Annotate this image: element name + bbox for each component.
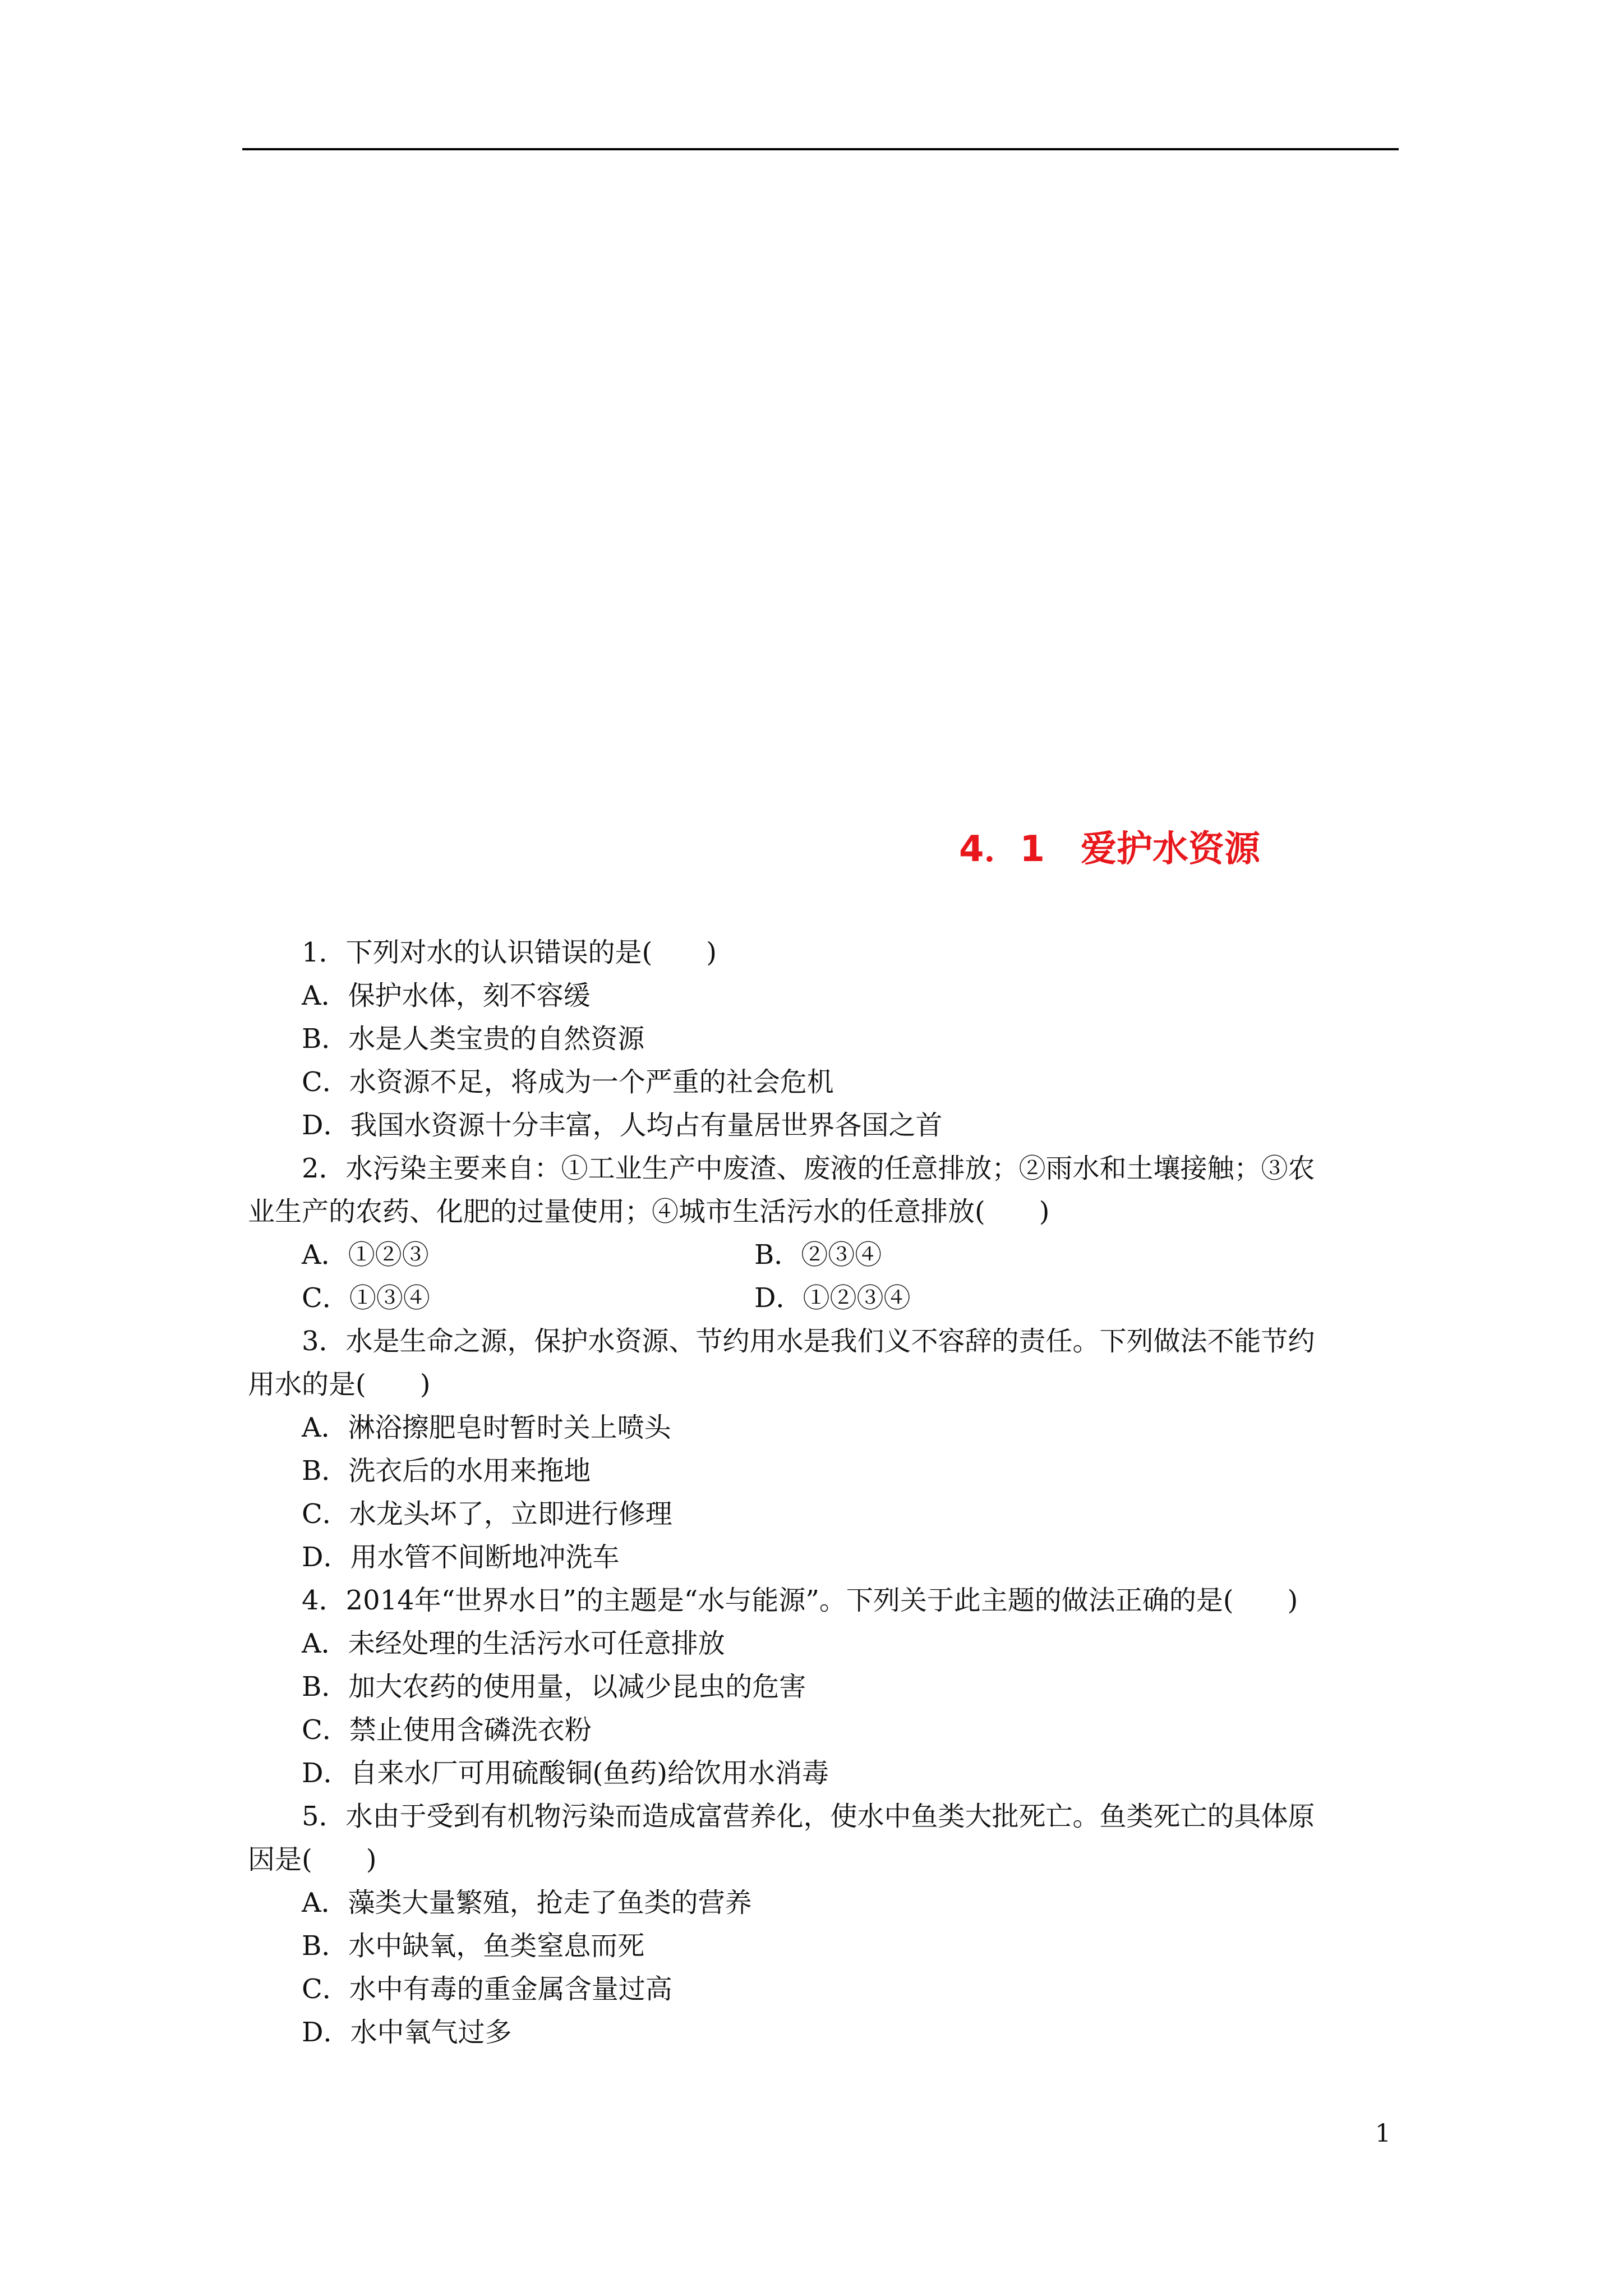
question-2-stem: 2．水污染主要来自：①工业生产中废渣、废液的任意排放；②雨水和土壤接触；③农 bbox=[302, 1153, 1315, 1184]
question-list bbox=[248, 931, 1398, 2054]
question-3-stem: 3．水是生命之源，保护水资源、节约用水是我们义不容辞的责任。下列做法不能节约 bbox=[302, 1326, 1315, 1357]
question-2-option-b: B．②③④ bbox=[754, 1239, 882, 1271]
question-3-option-c: C．水龙头坏了，立即进行修理 bbox=[302, 1498, 672, 1530]
question-2-options-row-1 bbox=[248, 1234, 1398, 1277]
question-5-option-b: B．水中缺氧，鱼类窒息而死 bbox=[302, 1930, 645, 1962]
question-2-option-d: D．①②③④ bbox=[754, 1282, 911, 1314]
question-1-stem: 1．下列对水的认识错误的是( ) bbox=[302, 937, 717, 968]
question-5-option-d: D．水中氧气过多 bbox=[302, 2017, 512, 2048]
question-1-option-b: B．水是人类宝贵的自然资源 bbox=[302, 1023, 645, 1055]
question-3-option-b: B．洗衣后的水用来拖地 bbox=[302, 1455, 591, 1487]
question-3-stem-continued: 用水的是( ) bbox=[248, 1369, 431, 1400]
section-title: 4．1 爱护水资源 bbox=[959, 829, 1261, 870]
question-5-stem: 5．水由于受到有机物污染而造成富营养化，使水中鱼类大批死亡。鱼类死亡的具体原 bbox=[302, 1801, 1315, 1832]
question-4-option-a: A．未经处理的生活污水可任意排放 bbox=[302, 1628, 725, 1659]
question-2-option-a: A．①②③ bbox=[302, 1239, 429, 1271]
question-4-option-b: B．加大农药的使用量，以减少昆虫的危害 bbox=[302, 1671, 806, 1703]
question-3-option-a: A．淋浴擦肥皂时暂时关上喷头 bbox=[302, 1412, 671, 1443]
question-5-option-a: A．藻类大量繁殖，抢走了鱼类的营养 bbox=[302, 1887, 752, 1918]
question-2-stem-continued: 业生产的农药、化肥的过量使用；④城市生活污水的任意排放( ) bbox=[248, 1196, 1050, 1227]
header-rule bbox=[242, 148, 1399, 150]
question-2-option-c: C．①③④ bbox=[302, 1282, 430, 1314]
question-3-option-d: D．用水管不间断地冲洗车 bbox=[302, 1542, 620, 1573]
question-1-option-d: D．我国水资源十分丰富，人均占有量居世界各国之首 bbox=[302, 1110, 943, 1141]
question-4-option-c: C．禁止使用含磷洗衣粉 bbox=[302, 1714, 592, 1746]
question-2-options-row-2 bbox=[248, 1277, 1398, 1320]
question-5-option-c: C．水中有毒的重金属含量过高 bbox=[302, 1973, 672, 2005]
question-4-option-d: D．自来水厂可用硫酸铜(鱼药)给饮用水消毒 bbox=[302, 1757, 829, 1789]
question-4-stem: 4．2014年“世界水日”的主题是“水与能源”。下列关于此主题的做法正确的是( ) bbox=[302, 1585, 1298, 1616]
page-number: 1 bbox=[1375, 2119, 1391, 2148]
question-1-option-a: A．保护水体，刻不容缓 bbox=[302, 980, 591, 1011]
question-1-option-c: C．水资源不足，将成为一个严重的社会危机 bbox=[302, 1066, 834, 1098]
question-5-stem-continued: 因是( ) bbox=[248, 1844, 377, 1875]
